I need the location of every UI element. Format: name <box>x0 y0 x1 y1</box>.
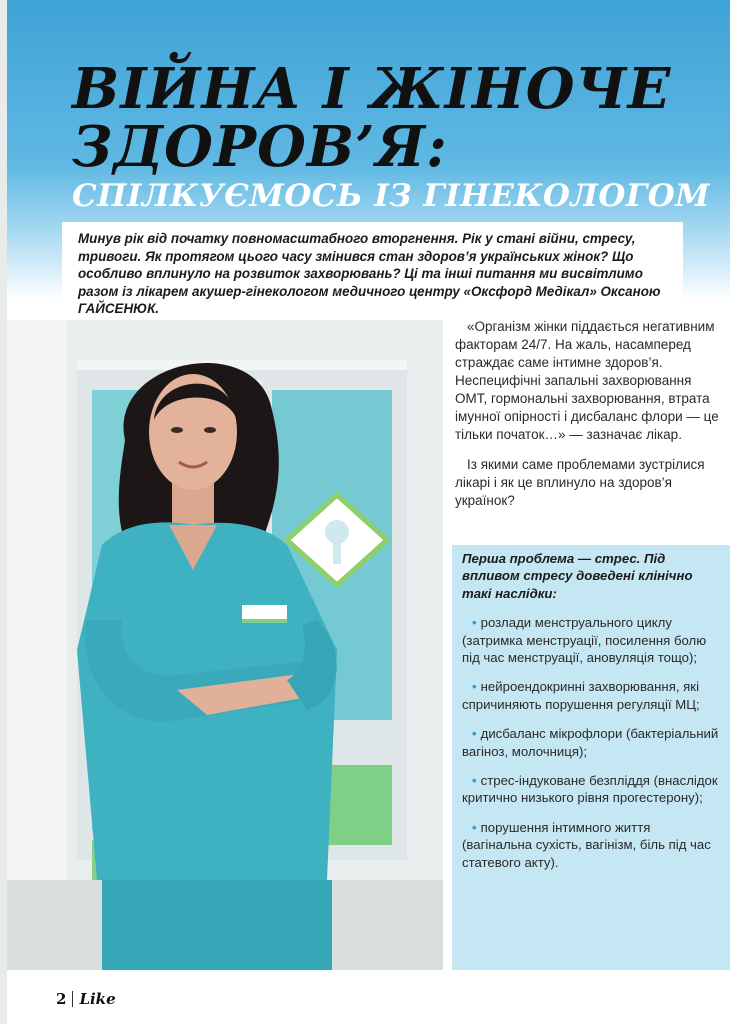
bullet-icon: • <box>472 819 477 835</box>
lead-paragraph: Минув рік від початку повномасштабного вторгнення. Рік у стані війни, стресу, тривоги. Як протягом цього часу змінився стан здоров’я українських жінок? Що особливо вплинуло на розвиток захворювань? Ці та інші питання ми висвітлимо разом із лікарем акушер-гінекологом медичного центру «Оксфорд Медікал» Оксаною ГАЙСЕНЮК. <box>78 231 661 317</box>
list-item-text: розлади менструального циклу (затримка менструації, посилення болю під час менструації, ановуляція тощо); <box>462 615 707 666</box>
bullet-icon: • <box>472 726 477 742</box>
page-footer <box>56 990 116 1008</box>
list-item-text: стрес-індуковане безпліддя (внаслідок критично низького рівня прогестерону); <box>462 773 718 806</box>
list-item-text: порушення інтимного життя (вагінальна сухість, вагінізм, біль під час статевого акту). <box>462 819 711 870</box>
footer-divider <box>72 991 73 1007</box>
consequences-column <box>462 550 722 883</box>
lead-box <box>62 222 683 320</box>
intro-column <box>455 318 725 522</box>
list-item <box>462 819 722 871</box>
bullet-icon: • <box>472 773 477 789</box>
list-item <box>462 772 722 807</box>
list-item <box>462 678 722 713</box>
quote-paragraph: «Організм жінки піддається негативним факторам 24/7. На жаль, насамперед страждає саме інтимне здоров’я. Неспецифічні запальні захворювання ОМТ, гормональні захворювання, втрата імунної опірності і дисбаланс флори — це тільки початок…» — зазначає лікар. <box>455 319 719 442</box>
article-subtitle: СПІЛКУЄМОСЬ ІЗ ГІНЕКОЛОГОМ <box>72 178 711 214</box>
list-item <box>462 614 722 666</box>
consequences-list <box>462 614 722 871</box>
doctor-photo <box>7 320 443 970</box>
list-item-text: дисбаланс мікрофлори (бактеріальний вагіноз, молочниця); <box>462 726 719 759</box>
article-title: ВІЙНА І ЖІНОЧЕ ЗДОРОВ’Я: <box>72 56 672 180</box>
bullet-icon: • <box>472 679 477 695</box>
section-heading: Перша проблема — стрес. Під впливом стресу доведені клінічно такі наслідки: <box>462 551 693 601</box>
photo-illustration <box>7 320 443 970</box>
page-number: 2 <box>56 990 67 1008</box>
page-edge <box>0 0 7 1024</box>
list-item <box>462 725 722 760</box>
question-paragraph: Із якими саме проблемами зустрілися лікарі і як це вплинуло на здоров’я українок? <box>455 457 705 508</box>
magazine-name: Like <box>79 990 116 1008</box>
bullet-icon: • <box>472 615 477 631</box>
list-item-text: нейроендокринні захворювання, які спричиняють порушення регуляції МЦ; <box>462 679 700 712</box>
